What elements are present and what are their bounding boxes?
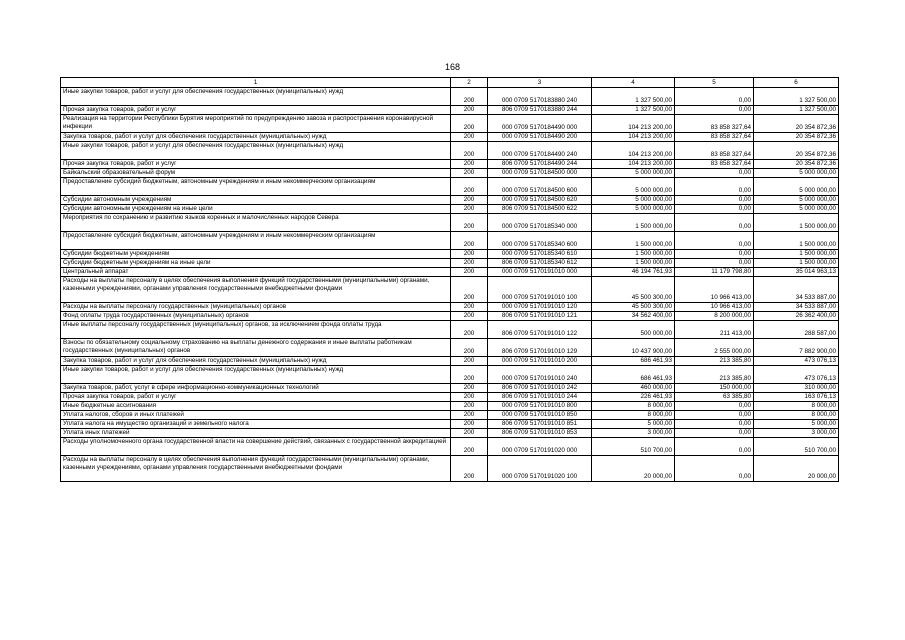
- table-row: [61, 321, 839, 339]
- row-name-cell: Взносы по обязательному социальному страхованию на выплаты денежного содержания и иные выплаты работникам государственных (муниципальных) органов: [61, 339, 451, 357]
- table-row: [61, 259, 839, 268]
- row-budget-code-cell: 000 0709 5170191010 100: [488, 277, 592, 303]
- row-executed-amount-cell: 0,00: [675, 88, 754, 106]
- table-row: [61, 366, 839, 384]
- table-row: [61, 106, 839, 115]
- row-budget-code-cell: 806 0709 5170183880 244: [488, 106, 592, 115]
- row-executed-amount-cell: 63 385,80: [675, 393, 754, 402]
- row-budget-code-cell: 806 0709 5170191010 853: [488, 429, 592, 438]
- row-unexecuted-amount-cell: 34 533 887,00: [754, 303, 839, 312]
- table-row: [61, 438, 839, 456]
- row-unexecuted-amount-cell: 1 327 500,00: [754, 88, 839, 106]
- row-approved-amount-cell: 510 700,00: [592, 438, 675, 456]
- row-name-cell: Фонд оплаты труда государственных (муниципальных) органов: [61, 312, 451, 321]
- row-line-code-cell: 200: [451, 384, 488, 393]
- row-line-code-cell: 200: [451, 133, 488, 142]
- row-line-code-cell: 200: [451, 393, 488, 402]
- row-line-code-cell: 200: [451, 429, 488, 438]
- row-executed-amount-cell: 11 179 798,80: [675, 268, 754, 277]
- row-name-cell: Субсидии автономным учреждениям: [61, 196, 451, 205]
- row-budget-code-cell: 000 0709 5170184490 240: [488, 142, 592, 160]
- row-unexecuted-amount-cell: 20 354 872,36: [754, 133, 839, 142]
- row-name-cell: Уплата налогов, сборов и иных платежей: [61, 411, 451, 420]
- column-number-4: 4: [592, 78, 675, 88]
- row-budget-code-cell: 000 0709 5170191010 800: [488, 402, 592, 411]
- table-row: [61, 160, 839, 169]
- table-row: [61, 214, 839, 232]
- row-line-code-cell: 200: [451, 160, 488, 169]
- row-name-cell: Иные закупки товаров, работ и услуг для обеспечения государственных (муниципальных) нужд: [61, 142, 451, 160]
- row-line-code-cell: 200: [451, 115, 488, 133]
- row-approved-amount-cell: 8 000,00: [592, 402, 675, 411]
- row-budget-code-cell: 000 0709 5170191020 000: [488, 438, 592, 456]
- row-approved-amount-cell: 8 000,00: [592, 411, 675, 420]
- row-budget-code-cell: 806 0709 5170191010 121: [488, 312, 592, 321]
- row-executed-amount-cell: 10 966 413,00: [675, 303, 754, 312]
- row-name-cell: Субсидии бюджетным учреждениям на иные цели: [61, 259, 451, 268]
- row-executed-amount-cell: 83 858 327,64: [675, 115, 754, 133]
- row-budget-code-cell: 806 0709 5170184500 622: [488, 205, 592, 214]
- table-row: [61, 277, 839, 303]
- table-row: [61, 205, 839, 214]
- row-unexecuted-amount-cell: 5 000,00: [754, 420, 839, 429]
- row-budget-code-cell: 000 0709 5170191010 240: [488, 366, 592, 384]
- row-executed-amount-cell: 0,00: [675, 438, 754, 456]
- row-unexecuted-amount-cell: 5 000 000,00: [754, 178, 839, 196]
- row-unexecuted-amount-cell: 473 076,13: [754, 357, 839, 366]
- row-line-code-cell: 200: [451, 232, 488, 250]
- row-line-code-cell: 200: [451, 196, 488, 205]
- row-unexecuted-amount-cell: 8 000,00: [754, 402, 839, 411]
- table-row: [61, 411, 839, 420]
- row-name-cell: Иные закупки товаров, работ и услуг для обеспечения государственных (муниципальных) нужд: [61, 88, 451, 106]
- row-budget-code-cell: 000 0709 5170184500 000: [488, 169, 592, 178]
- row-approved-amount-cell: 1 327 500,00: [592, 88, 675, 106]
- row-line-code-cell: 200: [451, 339, 488, 357]
- row-name-cell: Субсидии бюджетным учреждениям: [61, 250, 451, 259]
- row-name-cell: Уплата иных платежей: [61, 429, 451, 438]
- column-number-2: 2: [451, 78, 488, 88]
- row-unexecuted-amount-cell: 20 354 872,36: [754, 160, 839, 169]
- column-number-3: 3: [488, 78, 592, 88]
- row-executed-amount-cell: 213 385,80: [675, 366, 754, 384]
- row-budget-code-cell: 806 0709 5170191010 244: [488, 393, 592, 402]
- row-budget-code-cell: 806 0709 5170191010 122: [488, 321, 592, 339]
- table-row: [61, 142, 839, 160]
- row-unexecuted-amount-cell: 3 000,00: [754, 429, 839, 438]
- row-unexecuted-amount-cell: 163 076,13: [754, 393, 839, 402]
- row-approved-amount-cell: 104 213 200,00: [592, 115, 675, 133]
- table-row: [61, 196, 839, 205]
- row-approved-amount-cell: 686 461,93: [592, 357, 675, 366]
- row-unexecuted-amount-cell: 7 882 900,00: [754, 339, 839, 357]
- row-line-code-cell: 200: [451, 88, 488, 106]
- row-executed-amount-cell: 0,00: [675, 456, 754, 482]
- row-name-cell: Реализация на территории Республики Бурятия мероприятий по предупреждению завоза и распространения коронавирусной инфекции: [61, 115, 451, 133]
- row-budget-code-cell: 000 0709 5170191010 850: [488, 411, 592, 420]
- row-budget-code-cell: 000 0709 5170184490 000: [488, 115, 592, 133]
- row-name-cell: Предоставление субсидий бюджетным, автономным учреждениям и иным некоммерческим организациям: [61, 232, 451, 250]
- row-approved-amount-cell: 104 213 200,00: [592, 160, 675, 169]
- row-name-cell: Закупка товаров, работ и услуг для обеспечения государственных (муниципальных) нужд: [61, 357, 451, 366]
- table-row: [61, 312, 839, 321]
- row-executed-amount-cell: 0,00: [675, 259, 754, 268]
- page-number: 168: [444, 62, 461, 72]
- row-budget-code-cell: 806 0709 5170184490 244: [488, 160, 592, 169]
- row-line-code-cell: 200: [451, 106, 488, 115]
- row-name-cell: Предоставление субсидий бюджетным, автономным учреждениям и иным некоммерческим организациям: [61, 178, 451, 196]
- column-number-6: 6: [754, 78, 839, 88]
- row-line-code-cell: 200: [451, 178, 488, 196]
- column-number-header-row: [61, 78, 839, 88]
- row-line-code-cell: 200: [451, 411, 488, 420]
- row-unexecuted-amount-cell: 8 000,00: [754, 411, 839, 420]
- row-name-cell: Расходы на выплаты персоналу в целях обеспечения выполнения функций государственными (муниципальными) органами, казенными учреждениями, органами управления государственными внебюджетными фондами: [61, 277, 451, 303]
- row-line-code-cell: 200: [451, 366, 488, 384]
- row-unexecuted-amount-cell: 5 000 000,00: [754, 196, 839, 205]
- row-unexecuted-amount-cell: 5 000 000,00: [754, 205, 839, 214]
- row-approved-amount-cell: 45 500 300,00: [592, 277, 675, 303]
- row-unexecuted-amount-cell: 26 362 400,00: [754, 312, 839, 321]
- row-unexecuted-amount-cell: 510 700,00: [754, 438, 839, 456]
- row-budget-code-cell: 806 0709 5170191010 851: [488, 420, 592, 429]
- row-name-cell: Иные закупки товаров, работ и услуг для обеспечения государственных (муниципальных) нужд: [61, 366, 451, 384]
- row-line-code-cell: 200: [451, 303, 488, 312]
- row-approved-amount-cell: 5 000 000,00: [592, 205, 675, 214]
- row-budget-code-cell: 000 0709 5170184500 600: [488, 178, 592, 196]
- row-executed-amount-cell: 8 200 000,00: [675, 312, 754, 321]
- row-unexecuted-amount-cell: 1 500 000,00: [754, 214, 839, 232]
- row-approved-amount-cell: 3 000,00: [592, 429, 675, 438]
- row-approved-amount-cell: 5 000 000,00: [592, 178, 675, 196]
- row-approved-amount-cell: 1 327 500,00: [592, 106, 675, 115]
- row-budget-code-cell: 000 0709 5170184490 200: [488, 133, 592, 142]
- row-budget-code-cell: 000 0709 5170185340 000: [488, 214, 592, 232]
- row-approved-amount-cell: 104 213 200,00: [592, 133, 675, 142]
- table-row: [61, 133, 839, 142]
- table-row: [61, 268, 839, 277]
- row-approved-amount-cell: 10 437 900,00: [592, 339, 675, 357]
- row-approved-amount-cell: 34 562 400,00: [592, 312, 675, 321]
- row-budget-code-cell: 000 0709 5170185340 610: [488, 250, 592, 259]
- row-approved-amount-cell: 5 000 000,00: [592, 169, 675, 178]
- row-budget-code-cell: 000 0709 5170191010 120: [488, 303, 592, 312]
- row-line-code-cell: 200: [451, 438, 488, 456]
- row-line-code-cell: 200: [451, 420, 488, 429]
- row-executed-amount-cell: 213 385,80: [675, 357, 754, 366]
- row-line-code-cell: 200: [451, 259, 488, 268]
- row-budget-code-cell: 000 0709 5170185340 600: [488, 232, 592, 250]
- row-line-code-cell: 200: [451, 321, 488, 339]
- row-name-cell: Байкальский образовательный форум: [61, 169, 451, 178]
- row-executed-amount-cell: 10 966 413,00: [675, 277, 754, 303]
- row-unexecuted-amount-cell: 20 354 872,36: [754, 115, 839, 133]
- row-unexecuted-amount-cell: 1 500 000,00: [754, 259, 839, 268]
- row-line-code-cell: 200: [451, 402, 488, 411]
- row-name-cell: Мероприятия по сохранению и развитию языков коренных и малочисленных народов Севера: [61, 214, 451, 232]
- table-row: [61, 420, 839, 429]
- table-row: [61, 88, 839, 106]
- row-name-cell: Прочая закупка товаров, работ и услуг: [61, 106, 451, 115]
- row-approved-amount-cell: 1 500 000,00: [592, 259, 675, 268]
- row-executed-amount-cell: 0,00: [675, 402, 754, 411]
- row-budget-code-cell: 000 0709 5170191010 000: [488, 268, 592, 277]
- row-line-code-cell: 200: [451, 250, 488, 259]
- row-line-code-cell: 200: [451, 142, 488, 160]
- row-unexecuted-amount-cell: 5 000 000,00: [754, 169, 839, 178]
- row-executed-amount-cell: 0,00: [675, 420, 754, 429]
- row-executed-amount-cell: 150 000,00: [675, 384, 754, 393]
- row-approved-amount-cell: 46 194 761,93: [592, 268, 675, 277]
- row-approved-amount-cell: 45 500 300,00: [592, 303, 675, 312]
- table-row: [61, 384, 839, 393]
- table-row: [61, 115, 839, 133]
- row-unexecuted-amount-cell: 473 076,13: [754, 366, 839, 384]
- row-unexecuted-amount-cell: 35 014 963,13: [754, 268, 839, 277]
- row-executed-amount-cell: 83 858 327,64: [675, 142, 754, 160]
- row-line-code-cell: 200: [451, 456, 488, 482]
- row-budget-code-cell: 806 0709 5170191010 242: [488, 384, 592, 393]
- row-unexecuted-amount-cell: 310 000,00: [754, 384, 839, 393]
- row-name-cell: Закупка товаров, работ и услуг для обеспечения государственных (муниципальных) нужд: [61, 133, 451, 142]
- table-row: [61, 303, 839, 312]
- table-row: [61, 169, 839, 178]
- row-executed-amount-cell: 0,00: [675, 250, 754, 259]
- row-name-cell: Расходы уполномоченного органа государственной власти на совершение действий, связанных с государственной аккредитацией: [61, 438, 451, 456]
- row-approved-amount-cell: 1 500 000,00: [592, 214, 675, 232]
- row-approved-amount-cell: 500 000,00: [592, 321, 675, 339]
- row-unexecuted-amount-cell: 20 000,00: [754, 456, 839, 482]
- row-approved-amount-cell: 5 000 000,00: [592, 196, 675, 205]
- column-number-1: 1: [61, 78, 451, 88]
- row-executed-amount-cell: 0,00: [675, 205, 754, 214]
- row-executed-amount-cell: 0,00: [675, 214, 754, 232]
- table-row: [61, 232, 839, 250]
- row-approved-amount-cell: 1 500 000,00: [592, 232, 675, 250]
- row-line-code-cell: 200: [451, 312, 488, 321]
- row-executed-amount-cell: 211 413,00: [675, 321, 754, 339]
- row-executed-amount-cell: 83 858 327,64: [675, 160, 754, 169]
- row-approved-amount-cell: 460 000,00: [592, 384, 675, 393]
- row-budget-code-cell: 806 0709 5170191010 129: [488, 339, 592, 357]
- budget-table: [60, 77, 839, 482]
- row-name-cell: Субсидии автономным учреждениям на иные цели: [61, 205, 451, 214]
- row-executed-amount-cell: 2 555 000,00: [675, 339, 754, 357]
- table-row: [61, 456, 839, 482]
- table-row: [61, 357, 839, 366]
- row-name-cell: Расходы на выплаты персоналу в целях обеспечения выполнения функций государственными (муниципальными) органами, казенными учреждениями, органами управления государственными внебюджетными фондами: [61, 456, 451, 482]
- row-unexecuted-amount-cell: 20 354 872,36: [754, 142, 839, 160]
- row-name-cell: Закупка товаров, работ, услуг в сфере информационно-коммуникационных технологий: [61, 384, 451, 393]
- table-row: [61, 429, 839, 438]
- table-row: [61, 178, 839, 196]
- row-budget-code-cell: 806 0709 5170185340 612: [488, 259, 592, 268]
- row-name-cell: Прочая закупка товаров, работ и услуг: [61, 393, 451, 402]
- table-row: [61, 250, 839, 259]
- table-row: [61, 339, 839, 357]
- table-row: [61, 393, 839, 402]
- row-line-code-cell: 200: [451, 357, 488, 366]
- table-row: [61, 402, 839, 411]
- row-line-code-cell: 200: [451, 268, 488, 277]
- row-name-cell: Прочая закупка товаров, работ и услуг: [61, 160, 451, 169]
- row-line-code-cell: 200: [451, 169, 488, 178]
- row-approved-amount-cell: 1 500 000,00: [592, 250, 675, 259]
- row-budget-code-cell: 000 0709 5170191020 100: [488, 456, 592, 482]
- row-line-code-cell: 200: [451, 277, 488, 303]
- row-name-cell: Центральный аппарат: [61, 268, 451, 277]
- row-unexecuted-amount-cell: 1 500 000,00: [754, 232, 839, 250]
- row-executed-amount-cell: 0,00: [675, 196, 754, 205]
- row-name-cell: Уплата налога на имущество организаций и земельного налога: [61, 420, 451, 429]
- row-executed-amount-cell: 0,00: [675, 232, 754, 250]
- row-name-cell: Расходы на выплаты персоналу государственных (муниципальных) органов: [61, 303, 451, 312]
- row-executed-amount-cell: 0,00: [675, 106, 754, 115]
- row-approved-amount-cell: 20 000,00: [592, 456, 675, 482]
- row-executed-amount-cell: 83 858 327,64: [675, 133, 754, 142]
- row-unexecuted-amount-cell: 288 587,00: [754, 321, 839, 339]
- column-number-5: 5: [675, 78, 754, 88]
- row-unexecuted-amount-cell: 1 327 500,00: [754, 106, 839, 115]
- row-unexecuted-amount-cell: 34 533 887,00: [754, 277, 839, 303]
- row-budget-code-cell: 000 0709 5170183880 240: [488, 88, 592, 106]
- row-executed-amount-cell: 0,00: [675, 429, 754, 438]
- row-name-cell: Иные выплаты персоналу государственных (муниципальных) органов, за исключением фонда оплаты труда: [61, 321, 451, 339]
- row-approved-amount-cell: 5 000,00: [592, 420, 675, 429]
- row-line-code-cell: 200: [451, 214, 488, 232]
- row-approved-amount-cell: 226 461,93: [592, 393, 675, 402]
- row-unexecuted-amount-cell: 1 500 000,00: [754, 250, 839, 259]
- row-name-cell: Иные бюджетные ассигнования: [61, 402, 451, 411]
- row-budget-code-cell: 000 0709 5170184500 620: [488, 196, 592, 205]
- row-approved-amount-cell: 104 213 200,00: [592, 142, 675, 160]
- row-executed-amount-cell: 0,00: [675, 169, 754, 178]
- row-executed-amount-cell: 0,00: [675, 178, 754, 196]
- row-executed-amount-cell: 0,00: [675, 411, 754, 420]
- row-approved-amount-cell: 686 461,93: [592, 366, 675, 384]
- row-line-code-cell: 200: [451, 205, 488, 214]
- row-budget-code-cell: 000 0709 5170191010 200: [488, 357, 592, 366]
